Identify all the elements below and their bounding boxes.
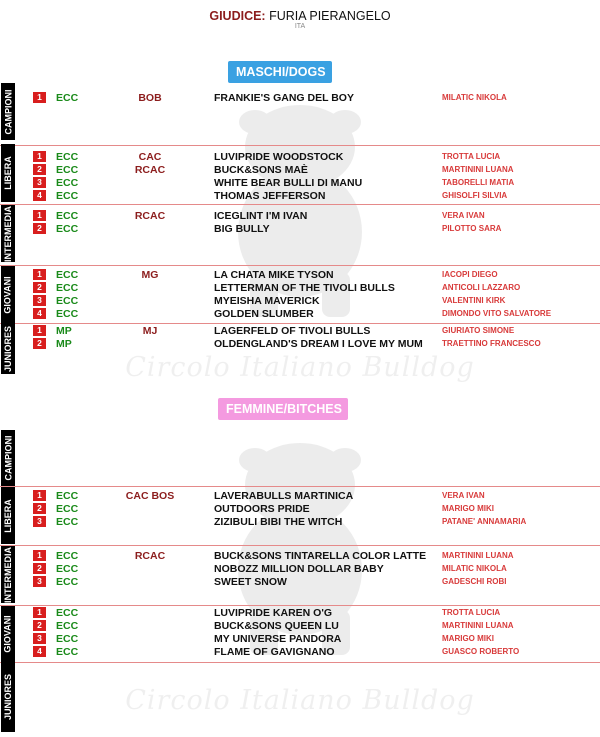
entry-row xyxy=(0,164,600,177)
entry-row xyxy=(0,516,600,529)
qualification: ECC xyxy=(56,563,79,575)
dog-name: SWEET SNOW xyxy=(214,576,287,588)
dogs-section-title: MASCHI/DOGS xyxy=(228,61,332,83)
owner-name: ANTICOLI LAZZARO xyxy=(442,283,521,292)
owner-name: GUASCO ROBERTO xyxy=(442,647,520,656)
award: CAC BOS xyxy=(125,490,175,502)
owner-name: VERA IVAN xyxy=(442,491,485,500)
entry-row xyxy=(0,151,600,164)
owner-name: TABORELLI MATIA xyxy=(442,178,515,187)
dog-name: LETTERMAN OF THE TIVOLI BULLS xyxy=(214,282,395,294)
entry-row xyxy=(0,325,600,338)
entry-row xyxy=(0,92,600,105)
dog-name: OUTDOORS PRIDE xyxy=(214,503,310,515)
owner-name: MARIGO MIKI xyxy=(442,634,494,643)
rank-badge: 3 xyxy=(33,633,46,644)
entry-row xyxy=(0,269,600,282)
rank-badge: 1 xyxy=(33,269,46,280)
rank-badge: 1 xyxy=(33,325,46,336)
entry-row xyxy=(0,503,600,516)
owner-name: TROTTA LUCIA xyxy=(442,152,501,161)
rank-badge: 3 xyxy=(33,177,46,188)
judge-line xyxy=(0,9,600,23)
rank-badge: 3 xyxy=(33,516,46,527)
qualification: ECC xyxy=(56,223,79,235)
rank-badge: 1 xyxy=(33,210,46,221)
bitches-section-title: FEMMINE/BITCHES xyxy=(218,398,348,420)
qualification: ECC xyxy=(56,607,79,619)
category-divider xyxy=(0,662,600,663)
category-name: JUNIORES xyxy=(3,673,14,721)
category-label xyxy=(1,430,15,486)
qualification: ECC xyxy=(56,620,79,632)
dog-name: ICEGLINT I'M IVAN xyxy=(214,210,308,222)
dog-name: WHITE BEAR BULLI DI MANU xyxy=(214,177,363,189)
rank-badge: 2 xyxy=(33,503,46,514)
qualification: ECC xyxy=(56,646,79,658)
rank-badge: 1 xyxy=(33,490,46,501)
dog-name: BUCK&SONS MAÈ xyxy=(214,164,308,176)
category-divider xyxy=(0,486,600,487)
category-name: CAMPIONI xyxy=(3,435,13,481)
owner-name: VALENTINI KIRK xyxy=(442,296,506,305)
owner-name: TRAETTINO FRANCESCO xyxy=(442,339,541,348)
qualification: ECC xyxy=(56,503,79,515)
dog-name: MY UNIVERSE PANDORA xyxy=(214,633,342,645)
rank-badge: 2 xyxy=(33,563,46,574)
entry-row xyxy=(0,633,600,646)
category-name: JUNIORES xyxy=(3,325,14,373)
qualification: ECC xyxy=(56,490,79,502)
rank-badge: 2 xyxy=(33,338,46,349)
rank-badge: 1 xyxy=(33,550,46,561)
entry-row xyxy=(0,646,600,659)
owner-name: MARTININI LUANA xyxy=(442,165,514,174)
owner-name: GIURIATO SIMONE xyxy=(442,326,515,335)
entry-row xyxy=(0,210,600,223)
rank-badge: 4 xyxy=(33,308,46,319)
entry-row xyxy=(0,282,600,295)
owner-name: MARTININI LUANA xyxy=(442,621,514,630)
rank-badge: 1 xyxy=(33,92,46,103)
entry-row xyxy=(0,177,600,190)
qualification: ECC xyxy=(56,550,79,562)
entry-row xyxy=(0,620,600,633)
dog-name: NOBOZZ MILLION DOLLAR BABY xyxy=(214,563,384,575)
entry-row xyxy=(0,223,600,236)
entry-row xyxy=(0,550,600,563)
dog-name: BIG BULLY xyxy=(214,223,270,235)
category-name: INTERMEDIA xyxy=(3,546,13,603)
judge-name: FURIA PIERANGELO xyxy=(269,9,391,23)
owner-name: PATANE' ANNAMARIA xyxy=(442,517,527,526)
qualification: ECC xyxy=(56,295,79,307)
award: BOB xyxy=(138,92,162,104)
category-name: LIBERA xyxy=(3,498,13,533)
qualification: ECC xyxy=(56,210,79,222)
judge-label: GIUDICE: xyxy=(209,9,266,23)
rank-badge: 2 xyxy=(33,282,46,293)
qualification: ECC xyxy=(56,92,79,104)
award: CAC xyxy=(138,151,162,163)
category-name: CAMPIONI xyxy=(3,89,13,134)
entry-row xyxy=(0,338,600,351)
qualification: MP xyxy=(56,325,72,337)
owner-name: VERA IVAN xyxy=(442,211,485,220)
dog-name: LUVIPRIDE WOODSTOCK xyxy=(214,151,344,163)
entry-row xyxy=(0,576,600,589)
entry-row xyxy=(0,308,600,321)
dog-name: OLDENGLAND'S DREAM I LOVE MY MUM xyxy=(214,338,423,350)
category-divider xyxy=(0,323,600,324)
category-divider xyxy=(0,545,600,546)
dog-name: THOMAS JEFFERSON xyxy=(214,190,326,202)
dog-name: LUVIPRIDE KAREN O'G xyxy=(214,607,333,619)
award: RCAC xyxy=(134,550,166,562)
judge-country: ITA xyxy=(294,23,306,30)
dog-name: FLAME OF GAVIGNANO xyxy=(214,646,335,658)
qualification: ECC xyxy=(56,576,79,588)
entry-row xyxy=(0,563,600,576)
rank-badge: 3 xyxy=(33,295,46,306)
owner-name: MILATIC NIKOLA xyxy=(442,93,507,102)
entry-row xyxy=(0,295,600,308)
dog-name: BUCK&SONS QUEEN LU xyxy=(214,620,339,632)
owner-name: MARTININI LUANA xyxy=(442,551,514,560)
rank-badge: 4 xyxy=(33,646,46,657)
owner-name: DIMONDO VITO SALVATORE xyxy=(442,309,552,318)
dog-name: LA CHATA MIKE TYSON xyxy=(214,269,334,281)
owner-name: GADESCHI ROBI xyxy=(442,577,507,586)
qualification: ECC xyxy=(56,282,79,294)
qualification: ECC xyxy=(56,151,79,163)
entry-row xyxy=(0,607,600,620)
rank-badge: 4 xyxy=(33,190,46,201)
owner-name: PILOTTO SARA xyxy=(442,224,502,233)
dog-name: LAGERFELD OF TIVOLI BULLS xyxy=(214,325,371,337)
award: RCAC xyxy=(134,164,166,176)
owner-name: GHISOLFI SILVIA xyxy=(442,191,508,200)
entry-row xyxy=(0,190,600,203)
owner-name: TROTTA LUCIA xyxy=(442,608,501,617)
category-divider xyxy=(0,605,600,606)
qualification: ECC xyxy=(56,516,79,528)
category-name: LIBERA xyxy=(3,156,13,190)
dog-name: LAVERABULLS MARTINICA xyxy=(214,490,354,502)
rank-badge: 1 xyxy=(33,151,46,162)
category-name: GIOVANI xyxy=(3,615,13,653)
dog-name: ZIZIBULI BIBI THE WITCH xyxy=(214,516,343,528)
category-divider xyxy=(0,145,600,146)
dog-name: FRANKIE'S GANG DEL BOY xyxy=(214,92,354,104)
qualification: ECC xyxy=(56,633,79,645)
category-divider xyxy=(0,265,600,266)
category-label xyxy=(1,662,15,732)
category-name: INTERMEDIA xyxy=(3,205,13,262)
owner-name: IACOPI DIEGO xyxy=(442,270,498,279)
dog-name: BUCK&SONS TINTARELLA COLOR LATTE xyxy=(214,550,427,562)
entry-row xyxy=(0,490,600,503)
category-name: GIOVANI xyxy=(3,276,13,314)
watermark-text: Circolo Italiano Bulldog xyxy=(125,352,475,383)
qualification: ECC xyxy=(56,164,79,176)
owner-name: MARIGO MIKI xyxy=(442,504,494,513)
qualification: ECC xyxy=(56,177,79,189)
qualification: MP xyxy=(56,338,72,350)
rank-badge: 2 xyxy=(33,164,46,175)
watermark-text: Circolo Italiano Bulldog xyxy=(125,685,475,716)
owner-name: MILATIC NIKOLA xyxy=(442,564,507,573)
category-divider xyxy=(0,204,600,205)
qualification: ECC xyxy=(56,190,79,202)
qualification: ECC xyxy=(56,308,79,320)
rank-badge: 1 xyxy=(33,607,46,618)
award: RCAC xyxy=(134,210,166,222)
dog-name: GOLDEN SLUMBER xyxy=(214,308,314,320)
award: MJ xyxy=(142,325,158,337)
dog-name: MYEISHA MAVERICK xyxy=(214,295,320,307)
rank-badge: 2 xyxy=(33,223,46,234)
rank-badge: 2 xyxy=(33,620,46,631)
award: MG xyxy=(141,269,159,281)
qualification: ECC xyxy=(56,269,79,281)
rank-badge: 3 xyxy=(33,576,46,587)
